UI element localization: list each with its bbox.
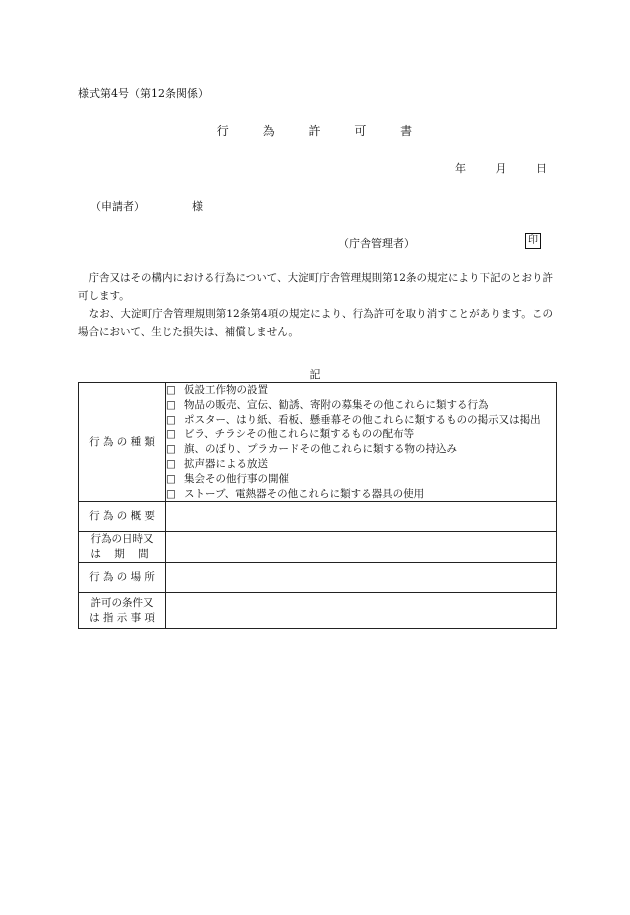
title-char: 書 (400, 124, 414, 138)
checkbox-icon[interactable]: □ (166, 384, 176, 396)
ki-heading: 記 (309, 368, 321, 381)
table-row (79, 593, 557, 629)
option-item: □ 旗、のぼり、プラカードその他これらに類する物の持込み (166, 443, 457, 456)
seal-mark: 印 (525, 233, 541, 249)
title-char: 可 (354, 124, 368, 138)
summary-label: 行 為 の 概 要 (79, 502, 166, 532)
title-char: 許 (308, 124, 322, 138)
place-field[interactable] (166, 563, 557, 593)
conditions-field[interactable] (166, 593, 557, 629)
conditions-label: 許可の条件又 は 指 示 事 項 (79, 593, 166, 629)
table-row (79, 563, 557, 593)
title-char: 行 (216, 124, 230, 138)
option-item: □ 集会その他行事の開催 (166, 472, 289, 485)
date-year: 年 (455, 162, 466, 175)
date-month: 月 (495, 162, 507, 175)
checkbox-icon[interactable]: □ (166, 457, 176, 470)
date-line (455, 160, 547, 176)
table-row (79, 502, 557, 532)
checkbox-icon[interactable]: □ (166, 398, 176, 411)
checkbox-icon[interactable]: □ (166, 487, 176, 500)
document-title (0, 122, 630, 139)
checkbox-icon[interactable]: □ (166, 443, 176, 456)
applicant-suffix: 様 (192, 200, 203, 213)
option-item: □ ビラ、チラシその他これらに類するものの配布等 (166, 428, 415, 441)
checkbox-icon[interactable]: □ (166, 472, 176, 485)
option-item: □ 拡声器による放送 (166, 457, 268, 470)
manager-label: （庁舎管理者） (338, 237, 415, 250)
datetime-field[interactable] (166, 532, 557, 563)
option-item: □ ポスター、はり紙、看板、懸垂幕その他これらに類するものの掲示又は掲出 (166, 413, 541, 426)
paragraph-permission: 庁舎又はその構内における行為について、大淀町庁舎管理規則第12条の規定により下記のとおり許可します。 (78, 272, 553, 302)
type-label: 行 為 の 種 類 (79, 383, 166, 502)
paragraph-revocation: なお、大淀町庁舎管理規則第12条第4項の規定により、行為許可を取り消すことがあります。この場合において、生じた損失は、補償しません。 (78, 308, 553, 338)
option-item: □ 物品の販売、宣伝、勧誘、寄附の募集その他これらに類する行為 (166, 398, 489, 411)
date-day: 日 (536, 162, 547, 175)
option-item: □ ストーブ、電熱器その他これらに類する器具の使用 (166, 487, 425, 500)
table-row (79, 532, 557, 563)
form-number: 様式第4号（第12条関係） (78, 87, 209, 100)
applicant-label: （申請者） (90, 200, 145, 213)
summary-field[interactable] (166, 502, 557, 532)
type-options (166, 383, 557, 502)
permit-table (78, 382, 557, 629)
checkbox-icon[interactable]: □ (166, 428, 176, 441)
place-label: 行 為 の 場 所 (79, 563, 166, 593)
option-item: □ 仮設工作物の設置 (166, 384, 268, 396)
datetime-label: 行為の日時又 は 期 間 (79, 532, 166, 563)
checkbox-icon[interactable]: □ (166, 413, 176, 426)
table-row (79, 383, 557, 502)
title-char: 為 (262, 124, 276, 138)
applicant-line (90, 198, 203, 214)
